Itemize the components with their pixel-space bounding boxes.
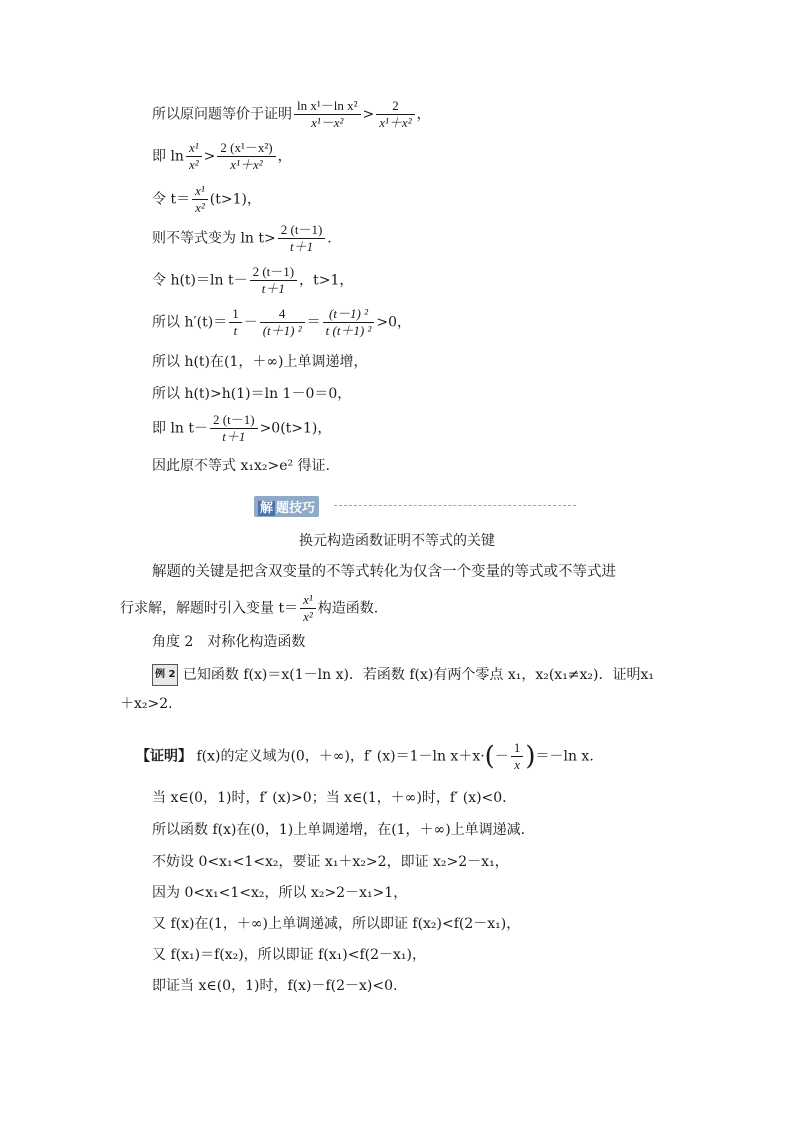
proof-line5: 因为 0<x₁<1<x₂，所以 x₂>2－x₁>1， [152, 885, 408, 901]
proof-line6: 又 f(x)在(1，＋∞)上单调递减，所以即证 f(x₂)<f(2－x₁)， [152, 916, 521, 932]
fraction-t-definition: $\frac{\text{x¹}}{\text{x²}}$ [192, 183, 208, 216]
line-inequality-becomes: 则不等式变为 ln t> $\frac{2 (t-1)}{t+1}$ . [152, 222, 332, 254]
tip-title: 换元构造函数证明不等式的关键 [299, 533, 495, 549]
example-line2: ＋x₂>2. [120, 696, 173, 712]
tip-paragraph-line1: 解题的关键是把含双变量的不等式转化为仅含一个变量的等式或不等式进 [152, 564, 616, 580]
fraction-t-expression: $\frac{2 (t-1)}{t+1}$ [278, 222, 326, 255]
fraction-h-term: $\frac{2 (t-1)}{t+1}$ [250, 264, 298, 297]
proof-label: 【证明】 [136, 748, 192, 765]
proof-line7: 又 f(x₁)＝f(x₂)，所以即证 f(x₁)<f(2－x₁)， [152, 947, 426, 963]
fraction-log-difference: $\frac{\text{ln x¹－ln x²}}{\text{x¹－x²}}$ [294, 98, 361, 131]
line-h-derivative: 所以 h′(t)＝ $\frac{1}{t}$ － $\frac{4}{\text{(t＋1) ²}}$ ＝ $\frac{\text{(t－1) ²}}{\text{t (t＋1) ²}}$ >0， [152, 306, 412, 338]
fraction-four-over-square: $\frac{4}{\text{(t＋1) ²}}$ [260, 306, 305, 339]
line-h-increasing: 所以 h(t)在(1，＋∞)上单调递增， [152, 354, 368, 370]
line-h-greater: 所以 h(t)>h(1)＝ln 1－0＝0， [152, 386, 352, 402]
line-define-h: 令 h(t)＝ln t－ $\frac{2 (t-1)}{t+1}$ ，t>1， [152, 264, 354, 296]
proof-line8: 即证当 x∈(0，1)时，f(x)－f(2－x)<0. [152, 978, 398, 994]
fraction-one-over-x: $\frac{1}{x}$ [511, 740, 524, 773]
fraction-tip-t: $\frac{\text{x¹}}{\text{x²}}$ [300, 592, 316, 625]
proof-line4: 不妨设 0<x₁<1<x₂，要证 x₁＋x₂>2，即证 x₂>2－x₁， [152, 854, 509, 870]
fraction-final-term: $\frac{2 (t-1)}{t+1}$ [210, 412, 258, 445]
example-label: 例 2 [152, 664, 178, 686]
tips-banner [254, 496, 576, 516]
tip-paragraph-line2: 行求解，解题时引入变量 t＝ $\frac{\text{x¹}}{\text{x²}}$ 构造函数. [120, 592, 379, 624]
tips-tag: 解 题技巧 [254, 496, 319, 517]
fraction-ratio: $\frac{\text{x¹}}{\text{x²}}$ [186, 140, 202, 173]
proof-line3: 所以函数 f(x)在(0，1)上单调递增，在(1，＋∞)上单调递减. [152, 822, 526, 838]
angle-heading: 角度 2 对称化构造函数 [152, 634, 306, 650]
line-ln-t-positive: 即 ln t－ $\frac{2 (t-1)}{t+1}$ >0(t>1)， [152, 412, 332, 444]
fraction-one-over-t: $\frac{1}{t}$ [229, 306, 242, 339]
proof-line2: 当 x∈(0，1)时，f′ (x)>0；当 x∈(1，＋∞)时，f′ (x)<0. [152, 790, 507, 806]
proof-line1: 【证明】 f(x)的定义域为(0，＋∞)，f′ (x)＝1－ln x＋x·(－ $\frac{1}{x}$ )＝－ln x. [136, 740, 594, 772]
fraction-simplified: $\frac{\text{(t－1) ²}}{\text{t (t＋1) ²}}$ [323, 306, 375, 339]
line-conclusion: 因此原不等式 x₁x₂>e² 得证. [152, 458, 330, 474]
line-equivalent-inequality: 所以原问题等价于证明 $\frac{\text{ln x¹－ln x²}}{\text{x¹－x²}}$ > $\frac{2}{\text{x¹＋x²}}$ ， [152, 98, 431, 130]
fraction-two-over-sum: $\frac{2}{\text{x¹＋x²}}$ [376, 98, 414, 131]
line-ln-ratio: 即 ln $\frac{\text{x¹}}{\text{x²}}$ > $\frac{\text{2 (x¹－x²)}}{\text{x¹＋x²}}$ ， [152, 140, 292, 172]
fraction-difference-over-sum: $\frac{\text{2 (x¹－x²)}}{\text{x¹＋x²}}$ [217, 140, 275, 173]
banner-divider [334, 505, 576, 506]
example-line1: 例 2 已知函数 f(x)＝x(1－ln x)．若函数 f(x)有两个零点 x₁，x₂(x₁≠x₂)．证明x₁ [152, 664, 654, 686]
line-let-t: 令 t＝ $\frac{\text{x¹}}{\text{x²}}$ (t>1)， [152, 183, 261, 215]
line-text: 所以原问题等价于证明 [152, 106, 292, 123]
